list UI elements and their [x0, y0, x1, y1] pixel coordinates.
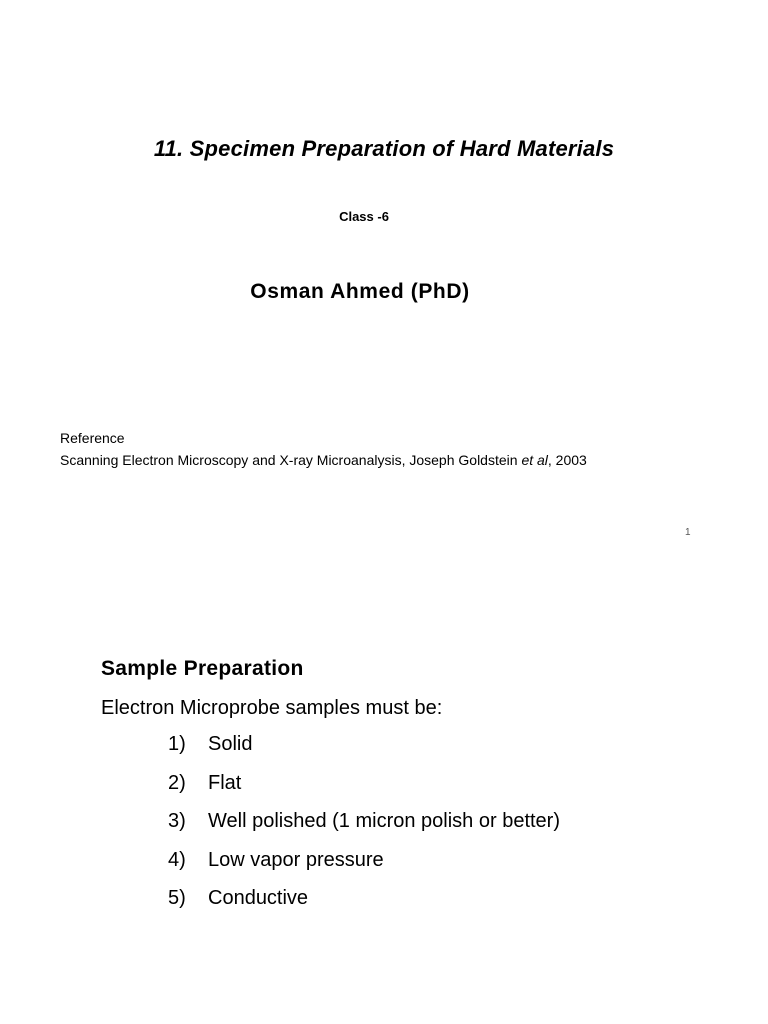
author-name: Osman Ahmed (PhD) [250, 280, 470, 303]
list-item-text: Solid [208, 733, 253, 755]
reference-citation-end: , 2003 [547, 452, 587, 468]
list-item-text: Flat [208, 771, 242, 794]
list-item [168, 887, 560, 926]
list-item-text: Well polished (1 micron polish or better) [208, 810, 561, 832]
list-item-number: 3) [168, 810, 186, 832]
section-heading: Sample Preparation [101, 657, 304, 680]
reference-citation-italic: et al [521, 452, 548, 468]
list-item-number: 2) [168, 771, 186, 794]
reference-citation-main: Scanning Electron Microscopy and X-ray Microanalysis, Joseph Goldstein [60, 452, 522, 468]
list-item-number: 4) [168, 848, 186, 871]
list-item-number: 1) [168, 733, 186, 755]
list-item [168, 849, 560, 888]
list-item [168, 810, 560, 849]
class-label: Class -6 [339, 209, 389, 224]
list-item [168, 772, 560, 811]
document-title: 11. Specimen Preparation of Hard Materials [153, 136, 615, 161]
list-item [168, 733, 560, 772]
reference-citation [60, 452, 587, 468]
list-item-number: 5) [168, 887, 186, 909]
requirements-list [168, 733, 560, 926]
reference-label: Reference [60, 430, 125, 446]
intro-text: Electron Microprobe samples must be: [101, 697, 443, 719]
list-item-text: Low vapor pressure [208, 848, 384, 871]
list-item-text: Conductive [208, 887, 309, 909]
page-number: 1 [685, 527, 691, 538]
